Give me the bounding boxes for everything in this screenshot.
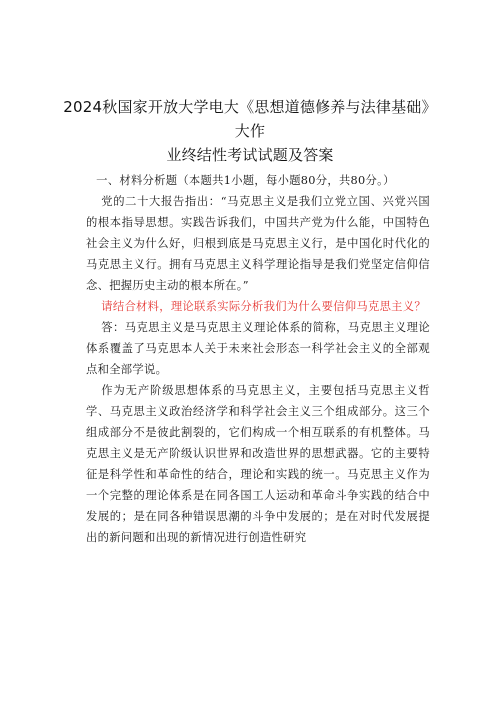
answer-paragraph-2: 作为无产阶级思想体系的马克思主义，主要包括马克思主义哲学、马克思主义政治经济学和科学社会主义三个组成部分。这三个组成部分不是彼此割裂的，它们构成一个相互联系的有机整体。马克思主义是无产阶级认识世界和改造世界的思想武器。它的主要特征是科学性和革命性的结合，理论和实践的统一。马克思主义作为一个完整的理论体系是在同各国工人运动和革命斗争实践的结合中发展的；是在同各种错误思潮的斗争中发展的；是在对时代发展提出的新问题和出现的新情况进行创造性研究 — [86, 384, 430, 544]
question-paragraph: 请结合材料，理论联系实际分析我们为什么要信仰马克思主义？ — [101, 300, 426, 313]
title-line-1: 2024秋国家开放大学电大《思想道德修养与法律基础》大作 — [63, 98, 437, 140]
document-body — [86, 170, 430, 548]
document-title — [60, 95, 440, 167]
section-heading: 一、材料分析题（本题共1小题，每小题80分，共80分。） — [96, 174, 395, 187]
title-line-2: 业终结性考试试题及答案 — [166, 146, 334, 164]
answer-paragraph-1: 答：马克思主义是马克思主义理论体系的简称，马克思主义理论体系覆盖了马克思本人关于未来社会形态一科学社会主义的全部观点和全部学说。 — [86, 321, 430, 376]
material-paragraph: 党的二十大报告指出：“马克思主义是我们立党立国、兴党兴国的根本指导思想。实践告诉我们，中国共产党为什么能，中国特色社会主义为什么好，归根到底是马克思主义行，是中国化时代化的马克思主义行。拥有马克思主义科学理论指导是我们党坚定信仰信念、把握历史主动的根本所在。” — [86, 195, 430, 292]
